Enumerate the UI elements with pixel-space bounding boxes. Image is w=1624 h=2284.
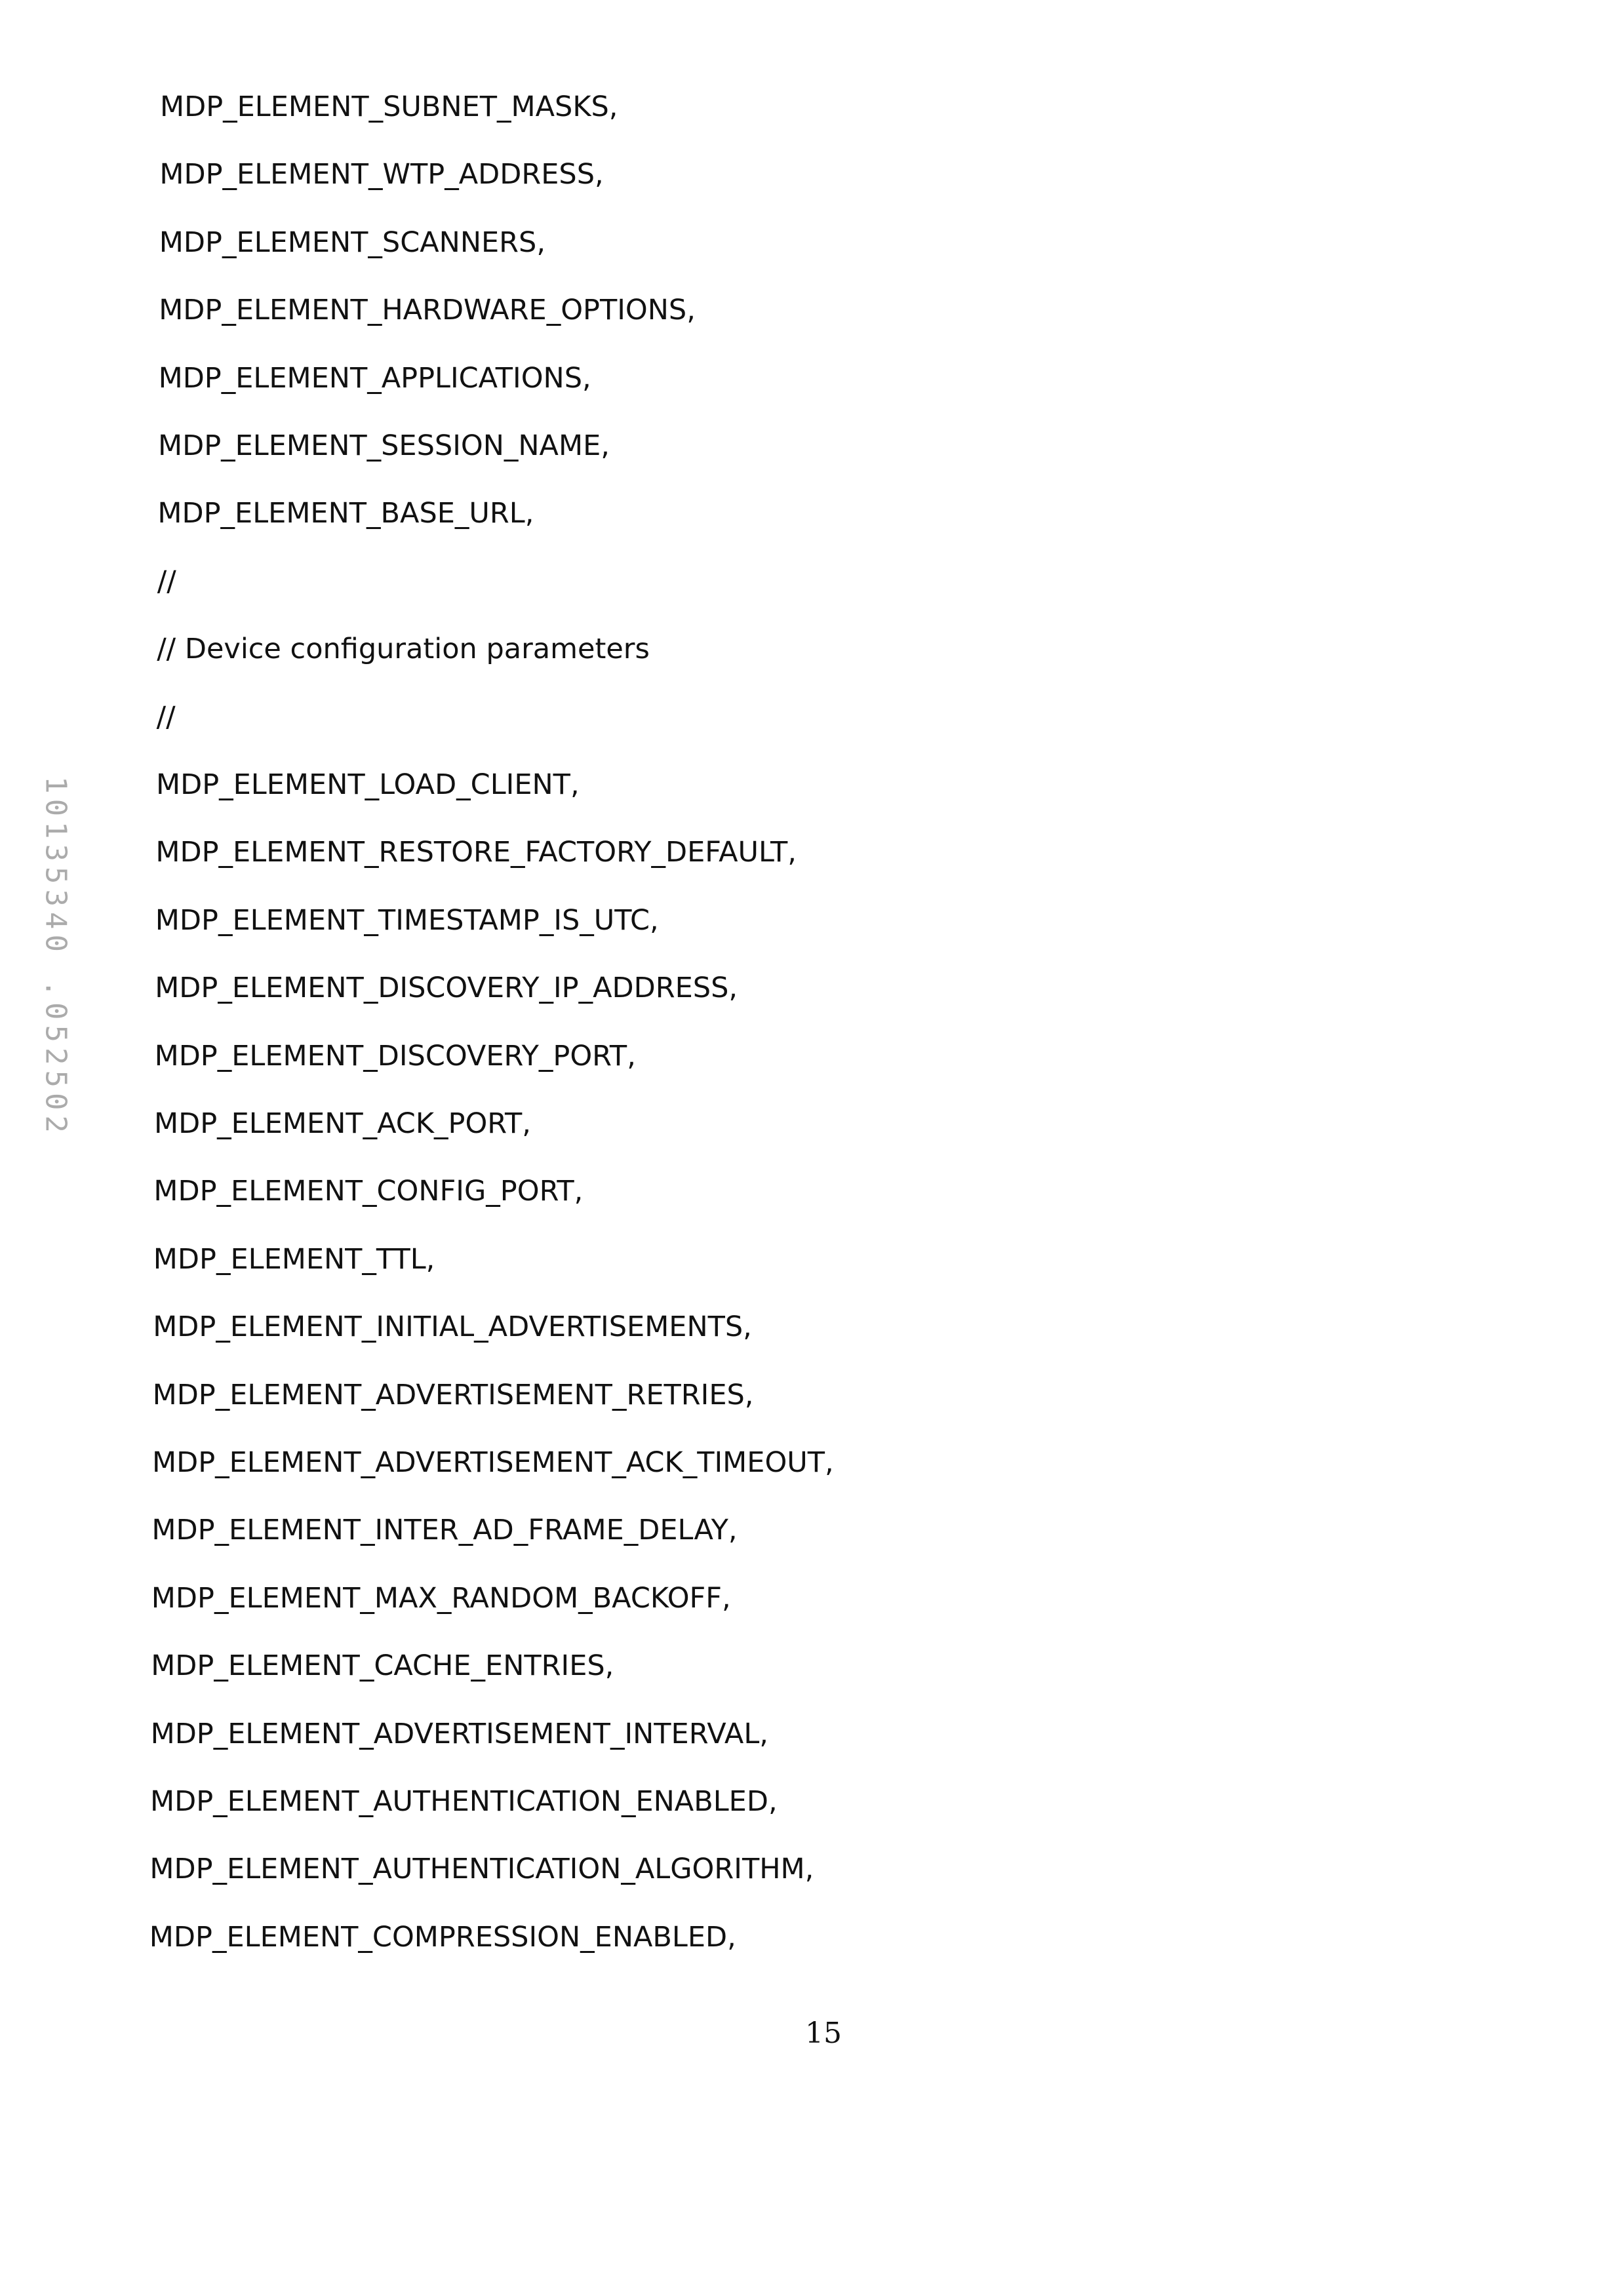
code-line: MDP_ELEMENT_SCANNERS, xyxy=(159,229,545,257)
code-comment-line: // xyxy=(157,568,176,596)
code-comment-line: // xyxy=(157,703,176,732)
code-line: MDP_ELEMENT_ADVERTISEMENT_RETRIES, xyxy=(153,1381,754,1409)
code-line: MDP_ELEMENT_LOAD_CLIENT, xyxy=(156,771,580,799)
code-line: MDP_ELEMENT_AUTHENTICATION_ALGORITHM, xyxy=(149,1855,814,1883)
code-line: MDP_ELEMENT_HARDWARE_OPTIONS, xyxy=(159,296,696,325)
code-line: MDP_ELEMENT_TIMESTAMP_IS_UTC, xyxy=(155,907,659,935)
code-line: MDP_ELEMENT_CACHE_ENTRIES, xyxy=(151,1652,614,1680)
code-line: MDP_ELEMENT_RESTORE_FACTORY_DEFAULT, xyxy=(155,838,797,867)
code-line: MDP_ELEMENT_COMPRESSION_ENABLED, xyxy=(149,1923,736,1952)
code-line: MDP_ELEMENT_ADVERTISEMENT_ACK_TIMEOUT, xyxy=(152,1449,834,1477)
code-comment-line: // Device configuration parameters xyxy=(157,635,650,663)
code-line: MDP_ELEMENT_ADVERTISEMENT_INTERVAL, xyxy=(151,1720,768,1748)
side-stamp-text: 10135340 .052502 xyxy=(39,776,73,1138)
side-stamp xyxy=(39,682,72,1232)
code-line: MDP_ELEMENT_MAX_RANDOM_BACKOFF, xyxy=(151,1585,731,1613)
code-line: MDP_ELEMENT_AUTHENTICATION_ENABLED, xyxy=(150,1788,778,1816)
code-line: MDP_ELEMENT_SUBNET_MASKS, xyxy=(160,93,618,121)
code-line: MDP_ELEMENT_BASE_URL, xyxy=(157,500,534,528)
code-line: MDP_ELEMENT_WTP_ADDRESS, xyxy=(159,161,603,189)
code-line: MDP_ELEMENT_DISCOVERY_PORT, xyxy=(155,1042,636,1071)
page-number: 15 xyxy=(805,2017,842,2050)
code-line: MDP_ELEMENT_APPLICATIONS, xyxy=(159,364,591,393)
code-line: MDP_ELEMENT_TTL, xyxy=(153,1246,435,1274)
code-line: MDP_ELEMENT_DISCOVERY_IP_ADDRESS, xyxy=(155,974,738,1002)
code-line: MDP_ELEMENT_CONFIG_PORT, xyxy=(153,1177,583,1206)
code-line: MDP_ELEMENT_INTER_AD_FRAME_DELAY, xyxy=(151,1516,737,1545)
code-line: MDP_ELEMENT_ACK_PORT, xyxy=(154,1110,531,1138)
code-line: MDP_ELEMENT_SESSION_NAME, xyxy=(158,432,610,460)
code-line: MDP_ELEMENT_INITIAL_ADVERTISEMENTS, xyxy=(153,1313,752,1341)
